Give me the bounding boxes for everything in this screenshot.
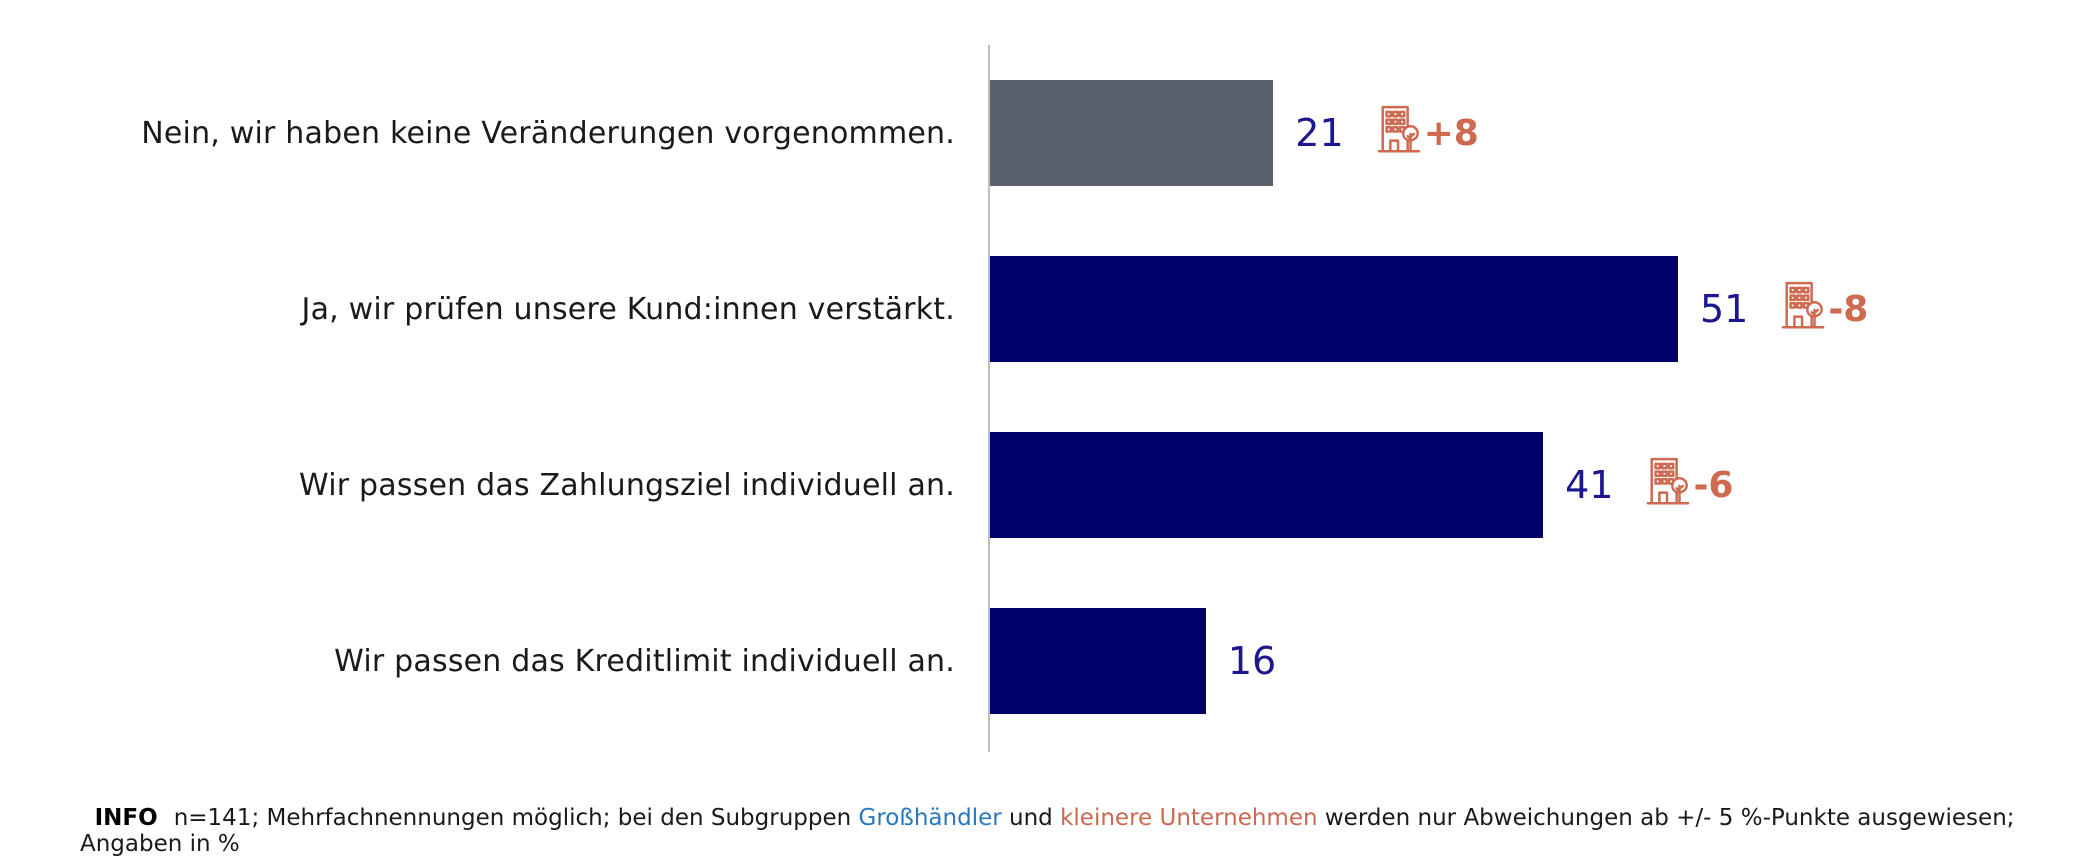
subgroup-delta: [1645, 456, 1733, 514]
bar-value-label: 41: [1565, 463, 1614, 507]
subgroup-delta: [1780, 280, 1868, 338]
category-label: Wir passen das Kreditlimit individuell an.: [334, 643, 955, 679]
footnote-text: und: [1001, 805, 1061, 831]
plot-area: [990, 608, 2100, 714]
delta-value-label: -8: [1828, 288, 1869, 330]
bar-chart: [0, 45, 2100, 752]
info-badge: INFO: [94, 805, 158, 831]
footnote: [80, 779, 2070, 857]
subgroup-delta: [1376, 104, 1479, 162]
bar-value-label: 51: [1699, 287, 1749, 331]
category-label: Wir passen das Zahlungsziel individuell an.: [299, 467, 955, 503]
building-with-tree-icon: [1645, 456, 1691, 514]
building-with-tree-icon: [1376, 104, 1422, 162]
plot-area: [990, 256, 2100, 362]
chart-row: [0, 573, 2100, 749]
subgroup-wholesalers-link: Großhändler: [858, 805, 1002, 831]
chart-row: [0, 221, 2100, 397]
category-label: Ja, wir prüfen unsere Kund:innen verstärkt.: [301, 291, 955, 327]
bar: [990, 608, 1206, 714]
bar: [990, 80, 1273, 186]
category-label: Nein, wir haben keine Veränderungen vorgenommen.: [141, 115, 955, 151]
chart-row: [0, 397, 2100, 573]
footnote-text: n=141; Mehrfachnennungen möglich; bei den Subgruppen: [173, 805, 859, 831]
delta-value-label: -6: [1693, 464, 1734, 506]
bar-value-label: 21: [1295, 111, 1344, 155]
delta-value-label: +8: [1423, 112, 1479, 154]
building-with-tree-icon: [1780, 280, 1826, 338]
bar: [990, 256, 1678, 362]
bar-value-label: 16: [1227, 639, 1277, 683]
bar: [990, 432, 1543, 538]
plot-area: [990, 80, 2100, 186]
subgroup-small-companies-link: kleinere Unternehmen: [1060, 805, 1318, 831]
chart-row: [0, 45, 2100, 221]
footnote-text: werden nur Abweichungen ab +/- 5 %-Punkte ausgewiesen; Angaben in %: [80, 805, 2022, 857]
plot-area: [990, 432, 2100, 538]
